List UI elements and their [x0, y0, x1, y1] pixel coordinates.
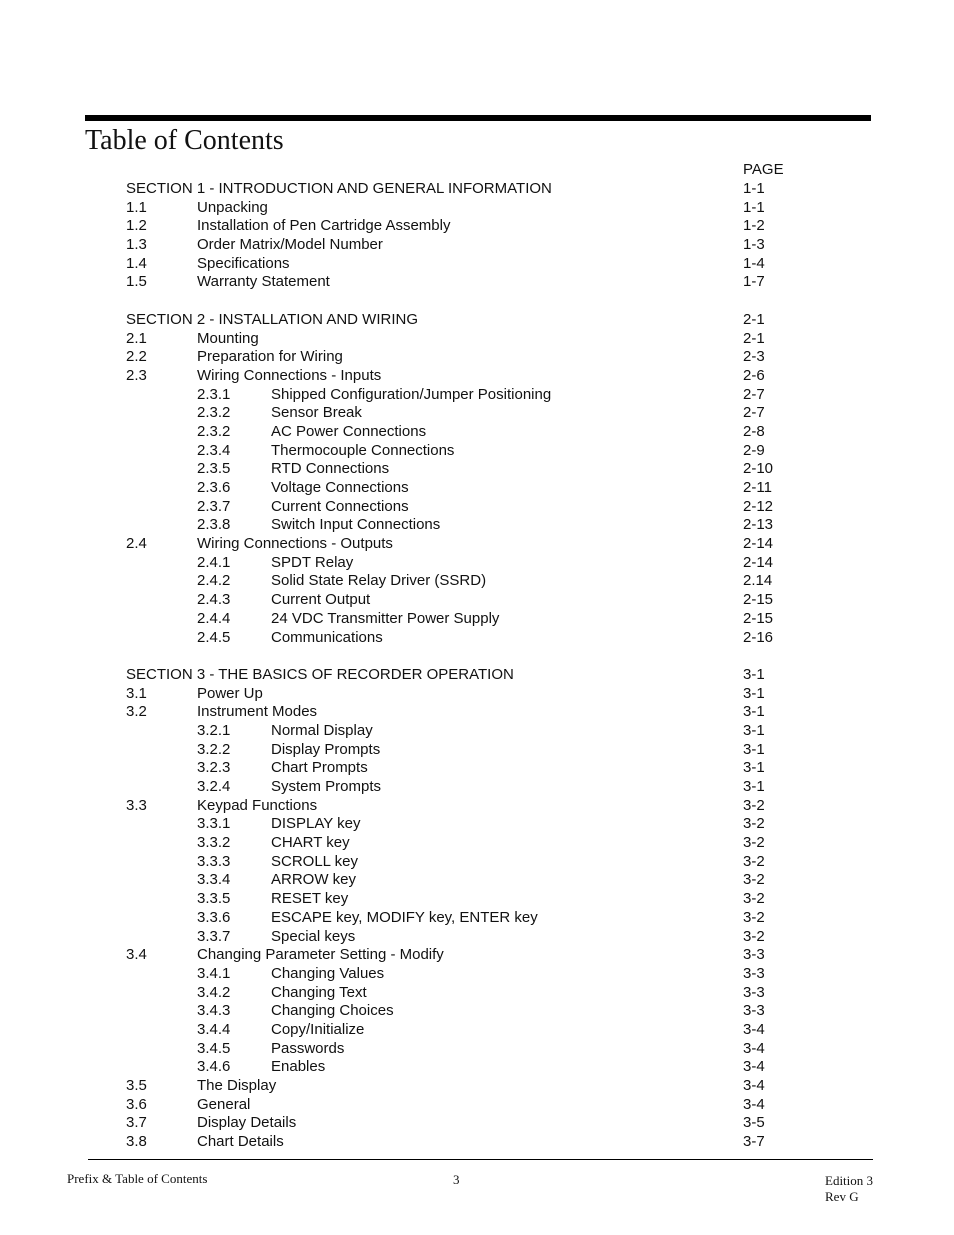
toc-subentry-row [0, 778, 954, 797]
toc-page-number: 3-4 [743, 1020, 765, 1038]
toc-subentry-row [0, 610, 954, 629]
toc-page-number: 2-14 [743, 553, 774, 571]
toc-subentry-row [0, 853, 954, 872]
toc-page-number: 3-2 [743, 815, 765, 833]
toc-page-number: 3-1 [743, 740, 765, 758]
toc-entry-title: Changing Parameter Setting - Modify [197, 946, 444, 964]
toc-page-number: 1-1 [743, 198, 765, 216]
toc-page-number: 3-1 [743, 665, 765, 683]
toc-list [0, 180, 954, 1152]
toc-subentry-row [0, 629, 954, 648]
toc-entry-number: 1.2 [126, 217, 147, 235]
toc-section-row [0, 180, 954, 199]
toc-entry-row [0, 217, 954, 236]
toc-page-number: 3-2 [743, 927, 765, 945]
toc-entry-title: Chart Details [197, 1133, 284, 1151]
toc-subentry-title: DISPLAY key [271, 815, 361, 833]
toc-subentry-number: 2.3.5 [197, 460, 231, 478]
toc-page-number: 3-7 [743, 1133, 765, 1151]
toc-page-number: 2-1 [743, 329, 765, 347]
toc-entry-number: 3.6 [126, 1095, 147, 1113]
toc-entry-title: Preparation for Wiring [197, 348, 343, 366]
toc-section-heading: SECTION 1 - INTRODUCTION AND GENERAL INFORMATION [126, 180, 552, 197]
toc-entry-number: 2.4 [126, 535, 147, 553]
toc-page-number: 3-2 [743, 908, 765, 926]
toc-page-number: 3-1 [743, 778, 765, 795]
toc-page-number: 3-4 [743, 1095, 765, 1113]
toc-subentry-title: 24 VDC Transmitter Power Supply [271, 609, 500, 627]
toc-subentry-number: 2.4.1 [197, 553, 231, 571]
toc-subentry-title: System Prompts [271, 778, 382, 795]
toc-subentry-number: 3.2.4 [197, 778, 231, 795]
toc-subentry-row [0, 554, 954, 573]
toc-subentry-title: Thermocouple Connections [271, 441, 455, 459]
toc-subentry-number: 3.4.6 [197, 1058, 231, 1076]
toc-page-number: 1-3 [743, 236, 765, 254]
toc-entry-number: 2.2 [126, 348, 147, 366]
toc-subentry-row [0, 1058, 954, 1077]
toc-subentry-title: Passwords [271, 1039, 345, 1057]
toc-entry-title: Wiring Connections - Outputs [197, 535, 393, 553]
toc-subentry-title: Chart Prompts [271, 759, 368, 777]
toc-entry-row [0, 1096, 954, 1115]
toc-subentry-title: ARROW key [271, 871, 357, 889]
toc-subentry-number: 3.3.7 [197, 927, 231, 945]
toc-entry-row [0, 199, 954, 218]
toc-entry-row [0, 367, 954, 386]
toc-entry-row [0, 1133, 954, 1152]
toc-subentry-title: RTD Connections [271, 460, 390, 478]
toc-entry-number: 3.1 [126, 684, 147, 702]
toc-page-number: 2-9 [743, 441, 765, 459]
toc-subentry-number: 3.3.3 [197, 852, 231, 870]
toc-page-number: 3-1 [743, 703, 765, 721]
toc-subentry-number: 2.3.1 [197, 385, 231, 403]
toc-page-number: 2-15 [743, 609, 774, 627]
toc-page-number: 2-12 [743, 497, 774, 515]
toc-subentry-row [0, 834, 954, 853]
toc-section-row [0, 311, 954, 330]
toc-page-number: 3-4 [743, 1058, 765, 1076]
toc-subentry-title: Display Prompts [271, 740, 381, 758]
toc-subentry-row [0, 1040, 954, 1059]
toc-page-number: 2-11 [743, 479, 772, 496]
page-title: Table of Contents [85, 125, 284, 156]
toc-page-number: 3-1 [743, 759, 765, 777]
toc-entry-row [0, 348, 954, 367]
toc-entry-title: Display Details [197, 1114, 297, 1132]
toc-subentry-row [0, 890, 954, 909]
toc-entry-row [0, 797, 954, 816]
toc-entry-row [0, 946, 954, 965]
toc-entry-title: Keypad Functions [197, 796, 318, 814]
toc-subentry-title: Changing Choices [271, 1002, 394, 1020]
toc-subentry-title: RESET key [271, 890, 349, 908]
toc-page-number: 2-10 [743, 460, 774, 478]
toc-subentry-number: 2.3.7 [197, 497, 231, 515]
toc-subentry-title: CHART key [271, 834, 350, 852]
toc-section-heading: SECTION 3 - THE BASICS OF RECORDER OPERATION [126, 665, 514, 683]
toc-page-number: 1-2 [743, 217, 765, 235]
footer-edition-line: Edition 3 [825, 1173, 874, 1188]
toc-subentry-row [0, 572, 954, 591]
toc-page-number: 2-1 [743, 310, 765, 328]
page-column-header: PAGE [743, 161, 784, 178]
toc-subentry-number: 3.2.2 [197, 740, 231, 758]
toc-entry-row [0, 255, 954, 274]
toc-page-number: 3-2 [743, 890, 765, 908]
toc-entry-row [0, 1114, 954, 1133]
toc-subentry-number: 3.3.6 [197, 908, 231, 926]
toc-subentry-number: 2.3.4 [197, 441, 231, 459]
toc-entry-title: Mounting [197, 329, 259, 347]
toc-entry-title: The Display [197, 1077, 277, 1094]
footer-rule [88, 1159, 873, 1160]
toc-entry-number: 1.4 [126, 254, 147, 272]
toc-subentry-number: 3.3.5 [197, 890, 231, 908]
toc-subentry-row [0, 1002, 954, 1021]
toc-subentry-number: 2.3.6 [197, 479, 231, 496]
toc-subentry-title: SPDT Relay [271, 553, 354, 571]
toc-subentry-row [0, 871, 954, 890]
toc-page-number: 2-14 [743, 535, 774, 553]
toc-subentry-title: Communications [271, 628, 383, 646]
toc-subentry-row [0, 741, 954, 760]
toc-subentry-row [0, 928, 954, 947]
footer-left: Prefix & Table of Contents [67, 1171, 208, 1186]
toc-entry-number: 3.3 [126, 796, 147, 814]
toc-subentry-number: 3.2.3 [197, 759, 231, 777]
toc-subentry-title: Normal Display [271, 721, 373, 739]
toc-subentry-title: Enables [271, 1058, 326, 1076]
toc-page-number: 2-16 [743, 628, 774, 646]
toc-entry-number: 3.8 [126, 1133, 147, 1151]
toc-subentry-number: 2.3.2 [197, 404, 231, 422]
toc-page-number: 1-7 [743, 273, 765, 291]
toc-entry-row [0, 1077, 954, 1096]
toc-subentry-row [0, 386, 954, 405]
toc-page-number: 3-3 [743, 983, 765, 1001]
toc-subentry-title: Copy/Initialize [271, 1020, 365, 1038]
toc-subentry-title: Current Output [271, 591, 371, 609]
toc-subentry-row [0, 722, 954, 741]
toc-page-number: 3-2 [743, 796, 765, 814]
toc-entry-number: 2.1 [126, 329, 147, 347]
toc-entry-row [0, 685, 954, 704]
toc-page-number: 3-3 [743, 1002, 765, 1020]
toc-entry-title: Power Up [197, 684, 263, 702]
toc-entry-row [0, 330, 954, 349]
toc-entry-number: 1.5 [126, 273, 147, 291]
toc-page-number: 3-4 [743, 1077, 765, 1094]
toc-page-number: 3-4 [743, 1039, 765, 1057]
toc-entry-number: 3.5 [126, 1077, 147, 1094]
toc-entry-number: 1.1 [126, 198, 147, 216]
footer-edition [825, 1173, 873, 1205]
toc-subentry-number: 2.4.4 [197, 609, 231, 627]
toc-page-number: 2-3 [743, 348, 765, 366]
toc-page-number: 3-2 [743, 834, 765, 852]
toc-subentry-row [0, 460, 954, 479]
toc-page-number: 2-8 [743, 422, 765, 440]
toc-subentry-title: Solid State Relay Driver (SSRD) [271, 572, 487, 590]
toc-subentry-row [0, 423, 954, 442]
toc-page-number: 3-3 [743, 964, 765, 982]
toc-page-number: 1-1 [743, 180, 765, 197]
toc-subentry-row [0, 815, 954, 834]
toc-entry-number: 3.7 [126, 1114, 147, 1132]
toc-subentry-number: 3.4.3 [197, 1002, 231, 1020]
toc-subentry-number: 2.3.8 [197, 516, 231, 534]
toc-subentry-row [0, 984, 954, 1003]
toc-subentry-row [0, 759, 954, 778]
toc-subentry-number: 3.4.1 [197, 964, 231, 982]
toc-entry-number: 2.3 [126, 366, 147, 384]
toc-subentry-number: 2.4.2 [197, 572, 231, 590]
toc-entry-title: Installation of Pen Cartridge Assembly [197, 217, 451, 235]
toc-entry-row [0, 535, 954, 554]
toc-entry-title: Order Matrix/Model Number [197, 236, 383, 254]
toc-subentry-number: 3.3.4 [197, 871, 231, 889]
toc-subentry-title: Voltage Connections [271, 479, 409, 496]
toc-entry-title: Instrument Modes [197, 703, 318, 721]
toc-subentry-title: AC Power Connections [271, 422, 427, 440]
toc-page-number: 3-2 [743, 871, 765, 889]
toc-subentry-title: SCROLL key [271, 852, 358, 870]
toc-subentry-number: 3.4.2 [197, 983, 231, 1001]
toc-subentry-number: 3.3.1 [197, 815, 231, 833]
toc-page-number: 3-1 [743, 721, 765, 739]
toc-page-number: 3-1 [743, 684, 765, 702]
toc-page-number: 3-3 [743, 946, 765, 964]
toc-subentry-number: 3.4.4 [197, 1020, 231, 1038]
toc-page-number: 3-5 [743, 1114, 765, 1132]
toc-subentry-row [0, 404, 954, 423]
toc-subentry-title: Changing Values [271, 964, 385, 982]
toc-subentry-title: Current Connections [271, 497, 409, 515]
toc-section-heading: SECTION 2 - INSTALLATION AND WIRING [126, 310, 418, 328]
toc-subentry-title: Special keys [271, 927, 356, 945]
toc-subentry-number: 2.4.3 [197, 591, 231, 609]
toc-subentry-number: 3.3.2 [197, 834, 231, 852]
toc-entry-row [0, 273, 954, 292]
top-rule [85, 115, 871, 121]
footer-revision-line: Rev G [825, 1189, 859, 1204]
toc-section-row [0, 666, 954, 685]
toc-entry-row [0, 703, 954, 722]
toc-page-number: 2-6 [743, 366, 765, 384]
toc-subentry-row [0, 965, 954, 984]
toc-entry-row [0, 236, 954, 255]
toc-subentry-row [0, 1021, 954, 1040]
toc-subentry-title: Switch Input Connections [271, 516, 441, 534]
toc-page-number: 3-2 [743, 852, 765, 870]
toc-subentry-title: Changing Text [271, 983, 367, 1001]
toc-subentry-row [0, 479, 954, 498]
toc-entry-title: Warranty Statement [197, 273, 330, 291]
toc-subentry-row [0, 516, 954, 535]
toc-entry-title: Wiring Connections - Inputs [197, 366, 382, 384]
toc-subentry-row [0, 442, 954, 461]
toc-page-number: 2-7 [743, 385, 765, 403]
footer-page-number: 3 [453, 1172, 460, 1187]
toc-entry-number: 1.3 [126, 236, 147, 254]
toc-entry-number: 3.4 [126, 946, 147, 964]
toc-entry-number: 3.2 [126, 703, 147, 721]
toc-entry-title: Unpacking [197, 198, 268, 216]
toc-subentry-row [0, 498, 954, 517]
toc-subentry-number: 2.4.5 [197, 628, 231, 646]
toc-subentry-number: 2.3.2 [197, 422, 231, 440]
toc-entry-title: General [197, 1095, 251, 1113]
toc-entry-title: Specifications [197, 254, 290, 272]
toc-subentry-row [0, 591, 954, 610]
toc-page-number: 2-15 [743, 591, 774, 609]
toc-page-number: 2.14 [743, 572, 773, 590]
toc-subentry-title: ESCAPE key, MODIFY key, ENTER key [271, 908, 538, 926]
toc-subentry-number: 3.4.5 [197, 1039, 231, 1057]
toc-subentry-number: 3.2.1 [197, 721, 231, 739]
toc-page-number: 1-4 [743, 254, 765, 272]
toc-subentry-title: Shipped Configuration/Jumper Positioning [271, 385, 552, 403]
toc-subentry-row [0, 909, 954, 928]
toc-page-number: 2-7 [743, 404, 765, 422]
toc-subentry-title: Sensor Break [271, 404, 362, 422]
toc-page-number: 2-13 [743, 516, 774, 534]
